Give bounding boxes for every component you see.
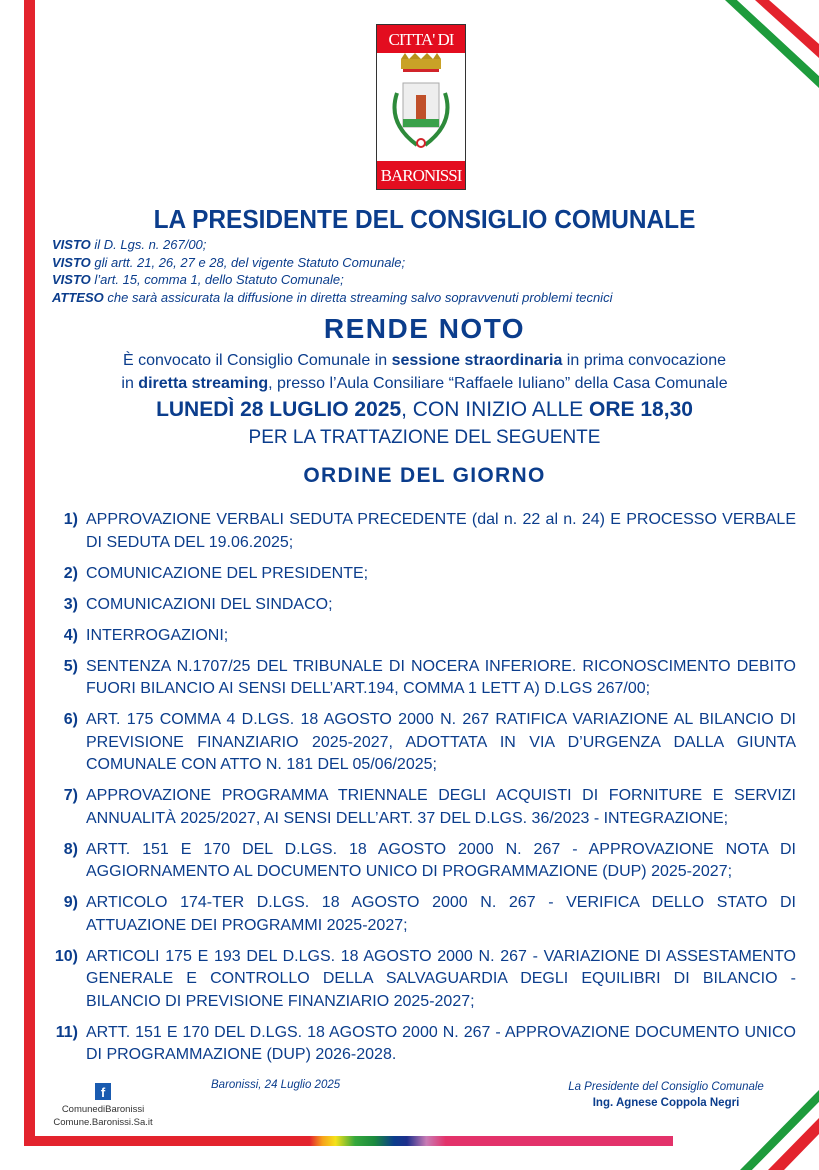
agenda-item (40, 656, 796, 701)
agenda-item-number: 4) (63, 626, 78, 644)
meeting-subtitle: PER LA TRATTAZIONE DEL SEGUENTE (248, 427, 601, 448)
agenda-item-number: 1) (63, 511, 78, 528)
rende-noto-heading: RENDE NOTO (323, 313, 526, 344)
premise-line: VISTO gli artt. 21, 26, 27 e 28, del vigente Statuto Comunale; (52, 254, 406, 270)
place-date: Baronissi, 24 Luglio 2025 (211, 1079, 341, 1091)
agenda-item-text: COMUNICAZIONE DEL PRESIDENTE; (86, 564, 369, 582)
agenda-item (40, 625, 796, 648)
agenda-item (40, 509, 796, 554)
agenda-item-text: ARTICOLO 174-TER D.LGS. 18 AGOSTO 2000 N. 267 - VERIFICA DELLO STATO DI ATTUAZIONE DEI PROGRAMMI 2025-2027; (86, 894, 796, 934)
agenda-item-number: 3) (63, 595, 78, 613)
agenda-item-number: 10) (54, 947, 78, 965)
agenda-item-number: 7) (63, 787, 78, 804)
page-title: LA PRESIDENTE DEL CONSIGLIO COMUNALE (153, 204, 696, 234)
agenda-item (40, 1022, 796, 1067)
signer-role: La Presidente del Consiglio Comunale (568, 1081, 764, 1093)
premise-line: VISTO il D. Lgs. n. 267/00; (52, 237, 207, 252)
agenda-item (40, 839, 796, 884)
premise-line: VISTO l’art. 15, comma 1, dello Statuto Comunale; (52, 272, 344, 287)
agenda-list (40, 509, 796, 1075)
agenda-item-text: INTERROGAZIONI; (86, 626, 229, 644)
agenda-item-number: 9) (63, 894, 78, 911)
agenda-item-text: APPROVAZIONE PROGRAMMA TRIENNALE DEGLI ACQUISTI DI FORNITURE E SERVIZI ANNUALITÀ 2025/2027, AI SENSI DELL’ART. 37 DEL D.LGS. 36/2023 - INTEGRAZIONE; (86, 787, 796, 827)
agenda-item (40, 785, 796, 830)
agenda-item-text: ART. 175 COMMA 4 D.LGS. 18 AGOSTO 2000 N. 267 RATIFICA VARIAZIONE AL BILANCIO DI PREVISIONE FINANZIARIO 2025-2027, ADOTTATA IN VIA D’URGENZA DALLA GIUNTA COMUNALE CON ATTO N. 181 DEL 05/06/2025; (86, 711, 796, 773)
agenda-item-text: ARTT. 151 E 170 DEL D.LGS. 18 AGOSTO 2000 N. 267 - APPROVAZIONE NOTA DI AGGIORNAMENTO AL DOCUMENTO UNICO DI PROGRAMMAZIONE (DUP) 2025-2027; (86, 840, 796, 880)
agenda-item-number: 5) (63, 657, 78, 675)
agenda-item-text: ARTICOLI 175 E 193 DEL D.LGS. 18 AGOSTO 2000 N. 267 - VARIAZIONE DI ASSESTAMENTO GENERALE E CONTROLLO DELLA SALVAGUARDIA DEGLI EQUILIBRI DI BILANCIO - BILANCIO DI PREVISIONE FINANZIARIO 2025-2027; (86, 947, 796, 1010)
crest-icon (377, 53, 465, 161)
agenda-item-number: 2) (63, 564, 78, 582)
agenda-item-number: 11) (55, 1023, 78, 1041)
agenda-item-text: SENTENZA N.1707/25 DEL TRIBUNALE DI NOCERA INFERIORE. RICONOSCIMENTO DEBITO FUORI BILANCIO AI SENSI DELL’ART.194, COMMA 1 LETT A) D.LGS 267/00; (86, 657, 796, 697)
agenda-item (40, 563, 796, 586)
city-coat-of-arms-logo: CITTA' DI BARONISSI (376, 24, 466, 190)
agenda-item-text: APPROVAZIONE VERBALI SEDUTA PRECEDENTE (dal n. 22 al n. 24) E PROCESSO VERBALE DI SEDUTA DEL 19.06.2025; (86, 511, 796, 551)
signature (548, 1079, 784, 1111)
bottom-rainbow-border (24, 1136, 673, 1146)
facebook-icon[interactable]: f (95, 1083, 111, 1100)
agenda-item-number: 8) (63, 840, 78, 858)
flag-ribbon-top-icon (725, 0, 819, 90)
agenda-item-text: COMUNICAZIONI DEL SINDACO; (86, 595, 333, 613)
agenda-item-number: 6) (63, 711, 78, 728)
agenda-item-text: ARTT. 151 E 170 DEL D.LGS. 18 AGOSTO 2000 N. 267 - APPROVAZIONE DOCUMENTO UNICO DI PROGRAMMAZIONE (DUP) 2026-2028. (86, 1023, 796, 1063)
agenda-item (40, 594, 796, 617)
left-red-border (24, 0, 35, 1146)
agenda-heading: ORDINE DEL GIORNO (303, 464, 546, 487)
meeting-datetime: LUNEDÌ 28 LUGLIO 2025, CON INIZIO ALLE ORE 18,30 (156, 398, 693, 421)
website-link[interactable]: Comune.Baronissi.Sa.it (53, 1117, 153, 1128)
facebook-page-name[interactable]: ComunediBaronissi (61, 1104, 145, 1115)
premises (52, 236, 612, 306)
signer-name: Ing. Agnese Coppola Negri (592, 1097, 740, 1109)
agenda-item (40, 946, 796, 1014)
social-links (52, 1103, 154, 1129)
premise-line: ATTESO che sarà assicurata la diffusione in diretta streaming salvo sopravvenuti problemi tecnici (52, 289, 613, 305)
agenda-item (40, 892, 796, 937)
announcement: È convocato il Consiglio Comunale in sessione straordinaria in prima convocazione in diretta streaming, presso l’Aula Consiliare “Raffaele Iuliano” della Casa Comunale (121, 352, 728, 392)
agenda-item (40, 709, 796, 777)
